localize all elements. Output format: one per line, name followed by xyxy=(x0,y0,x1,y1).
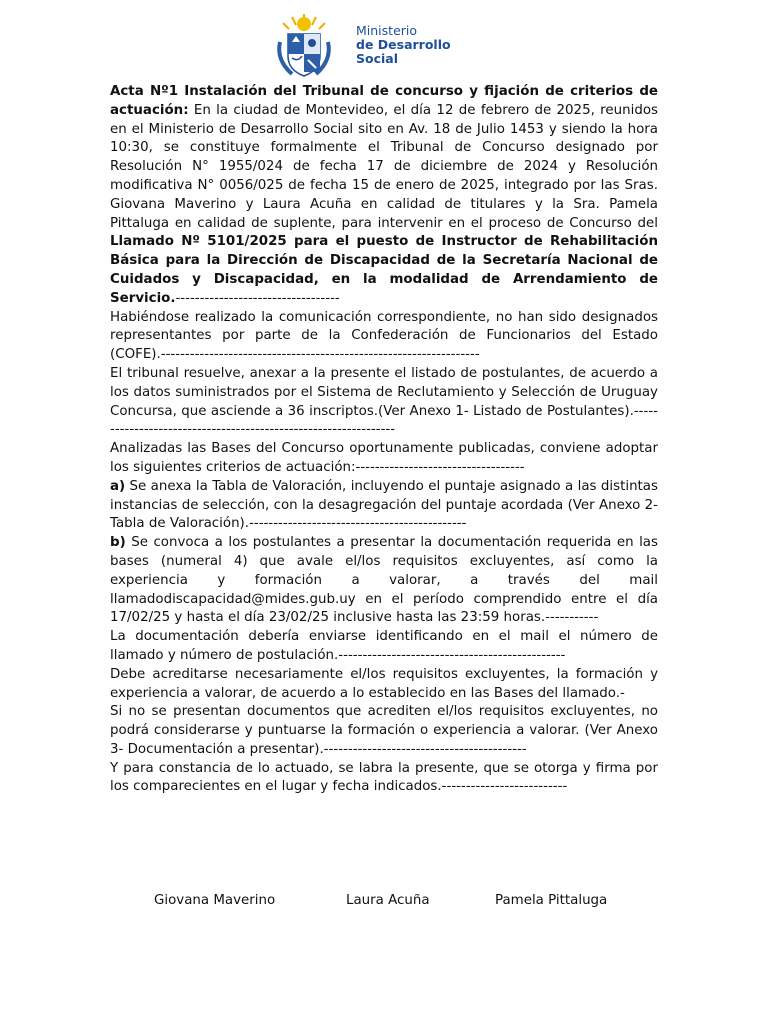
ministry-line-3: Social xyxy=(356,51,399,66)
signature-giovana-maverino: Giovana Maverino xyxy=(154,893,276,908)
acta-paragraph-documentacion: La documentación debería enviarse identificando en el mail el número de llamado y número de postulación.----------------------------------------------- xyxy=(110,629,658,663)
acta-paragraph-cofe: Habiéndose realizado la comunicación correspondiente, no han sido designados representantes por parte de la Confederación de Funcionarios del Estado (COFE).------------------------------------------------------------------ xyxy=(110,309,658,363)
acta-paragraph-1 xyxy=(110,83,658,309)
acta-intro-text: En la ciudad de Montevideo, el día 12 de febrero de 2025, reunidos en el Ministerio de Desarrollo Social sito en Av. 18 de Julio 1453 y siendo la hora 10:30, se constituye formalmente el Tribunal de Concurso designado por Resolución N° 1955/024 de fecha 17 de diciembre de 2024 y Resolución modificativa N° 0056/025 de fecha 15 de enero de 2025, integrado por las Sras. Giovana Maverino y Laura Acuña en calidad de titulares y la Sra. Pamela Pittaluga en calidad de suplente, para intervenir en el proceso de Concurso del xyxy=(110,102,658,231)
acta-paragraph-cierre: Y para constancia de lo actuado, se labra la presente, que se otorga y firma por los comparecientes en el lugar y fecha indicados.-------------------------- xyxy=(110,760,658,795)
ministry-line-2: de Desarrollo xyxy=(356,37,451,52)
criterio-b-text: Se convoca a los postulantes a presentar la documentación requerida en las bases (numeral 4) que avale el/los requisitos excluyentes, así como la experiencia y formación a valorar, a través del mail llamadodiscapacidad@mides.gub.uy en el período comprendido entre el día 17/02/25 y hasta el día 23/02/25 inclusive hasta las 23:59 horas.----------- xyxy=(110,535,658,626)
criterio-a xyxy=(110,478,658,534)
ministry-line-1: Ministerio xyxy=(356,23,418,38)
acta-paragraph-anexo-3: Si no se presentan documentos que acrediten el/los requisitos excluyentes, no podrá considerarse y puntuarse la formación o experiencia a valorar. (Ver Anexo 3- Documentación a presentar).------------------------------------------ xyxy=(110,704,658,757)
acta-paragraph-requisitos: Debe acreditarse necesariamente el/los requisitos excluyentes, la formación y experiencia a valorar, de acuerdo a lo establecido en las Bases del llamado.- xyxy=(110,666,658,701)
criterio-a-text: Se anexa la Tabla de Valoración, incluyendo el puntaje asignado a las distintas instancias de selección, con la desagregación del puntaje acordada (Ver Anexo 2-Tabla de Valoración).--------------------------------------------- xyxy=(110,478,658,532)
acta-title: Acta Nº1 Instalación del Tribunal de concurso y fijación de criterios de actuación: xyxy=(110,84,658,118)
ministry-name xyxy=(356,24,451,66)
criterio-a-label: a) xyxy=(110,478,126,494)
dash-filler: ---------------------------------- xyxy=(175,290,340,306)
letterhead xyxy=(270,12,470,82)
signature-laura-acuna: Laura Acuña xyxy=(346,893,430,908)
acta-body xyxy=(110,83,658,797)
criterio-b xyxy=(110,534,658,628)
acta-paragraph-postulantes: El tribunal resuelve, anexar a la presente el listado de postulantes, de acuerdo a los datos suministrados por el Sistema de Reclutamiento y Selección de Uruguay Concursa, que asciende a 36 inscriptos.(Ver Anexo 1- Listado de Postulantes).---------------------------------------------------------------- xyxy=(110,365,658,438)
llamado-description: Llamado Nº 5101/2025 para el puesto de Instructor de Rehabilitación Básica para la Dirección de Discapacidad de la Secretaría Nacional de Cuidados y Discapacidad, en la modalidad de Arrendamiento de Servicio. xyxy=(110,234,658,306)
uruguay-coat-of-arms-icon xyxy=(270,12,338,80)
acta-paragraph-criterios: Analizadas las Bases del Concurso oportunamente publicadas, conviene adoptar los siguientes criterios de actuación:----------------------------------- xyxy=(110,441,658,475)
signature-pamela-pittaluga: Pamela Pittaluga xyxy=(495,893,608,908)
criterio-b-label: b) xyxy=(110,535,126,551)
